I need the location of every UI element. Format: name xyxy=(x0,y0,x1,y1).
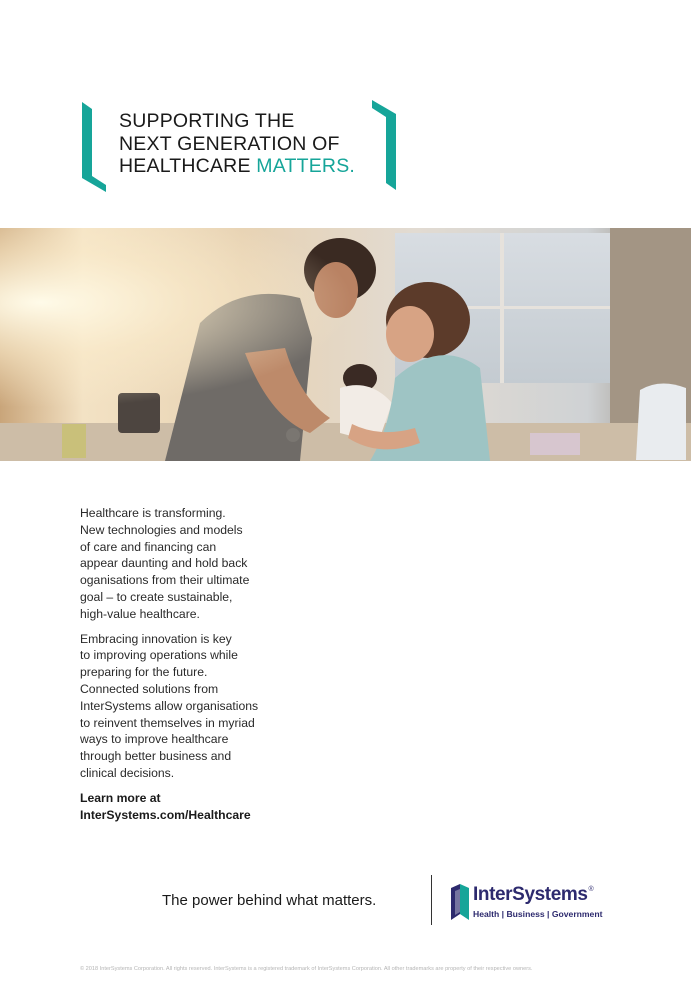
photo-illustration xyxy=(0,228,691,461)
logo-wordmark xyxy=(473,884,593,906)
logo-wordmark-text: InterSystems xyxy=(473,884,588,905)
paragraph-1-line: oganisations from their ultimate xyxy=(80,573,250,588)
headline xyxy=(119,110,355,178)
paragraph-1-line: of care and financing can xyxy=(80,539,217,554)
headline-line-1: SUPPORTING THE xyxy=(119,110,295,132)
paragraph-2-line: InterSystems allow organisations xyxy=(80,698,259,713)
headline-block xyxy=(82,100,396,192)
body-copy xyxy=(80,505,310,823)
paragraph-1-line: New technologies and models xyxy=(80,522,243,537)
right-bracket-icon xyxy=(372,100,396,192)
divider xyxy=(431,875,432,925)
headline-line-2: NEXT GENERATION OF xyxy=(119,132,340,155)
paragraph-1-line: high-value healthcare. xyxy=(80,606,200,621)
learn-more-link[interactable]: InterSystems.com/Healthcare xyxy=(80,807,251,822)
paragraph-2 xyxy=(80,631,310,782)
logo-subline: Health | Business | Government xyxy=(473,909,603,919)
paragraph-2-line: preparing for the future. xyxy=(80,665,208,680)
paragraph-2-line: Embracing innovation is key xyxy=(80,631,232,646)
headline-line-3-text: HEALTHCARE xyxy=(119,155,257,177)
paragraph-2-line: through better business and xyxy=(80,749,232,764)
family-newborn-photo xyxy=(0,228,691,461)
headline-accent-text: MATTERS. xyxy=(256,155,356,177)
paragraph-2-line: to improving operations while xyxy=(80,648,238,663)
paragraph-2-line: Connected solutions from xyxy=(80,681,219,696)
paragraph-1-line: goal – to create sustainable, xyxy=(80,589,233,604)
paragraph-1-line: appear daunting and hold back xyxy=(80,556,248,571)
paragraph-1 xyxy=(80,505,310,623)
paragraph-2-line: to reinvent themselves in myriad xyxy=(80,715,255,730)
headline-line-3 xyxy=(119,155,355,178)
learn-more xyxy=(80,790,310,824)
paragraph-2-line: ways to improve healthcare xyxy=(80,732,229,747)
learn-more-label: Learn more at xyxy=(80,790,161,805)
intersystems-logo[interactable] xyxy=(451,882,621,924)
registered-mark: ® xyxy=(588,886,594,893)
legal-notice: © 2018 InterSystems Corporation. All rights reserved. InterSystems is a registered trademark of InterSystems Corporation. All other trademarks are property of their respective owners. xyxy=(80,966,533,972)
paragraph-1-line: Healthcare is transforming. xyxy=(80,506,226,520)
tagline: The power behind what matters. xyxy=(162,892,377,909)
left-bracket-icon xyxy=(82,100,106,192)
paragraph-2-line: clinical decisions. xyxy=(80,765,175,780)
intersystems-logo-icon xyxy=(451,884,469,920)
